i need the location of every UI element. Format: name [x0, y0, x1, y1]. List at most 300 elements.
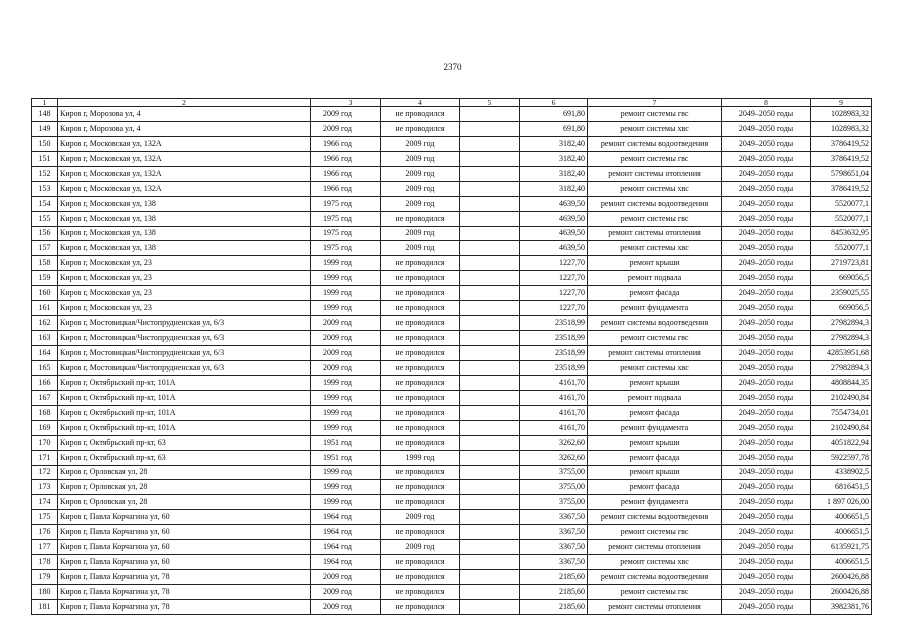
address-cell: Киров г, Мостовицкая/Чистопрудненская ул, 6/3	[58, 331, 311, 346]
work-type-cell: ремонт крыши	[588, 375, 722, 390]
cost-cell: 1028983,32	[811, 121, 872, 136]
period-cell: 2049–2050 годы	[722, 525, 811, 540]
cost-cell: 5520077,1	[811, 241, 872, 256]
table-row	[32, 301, 872, 316]
build-year-cell: 1966 год	[311, 151, 381, 166]
area-cell: 3755,00	[520, 495, 588, 510]
build-year-cell: 1951 год	[311, 450, 381, 465]
column-header-4: 4	[381, 99, 460, 107]
area-cell: 691,80	[520, 107, 588, 122]
last-repair-cell: 1999 год	[381, 450, 460, 465]
table-row	[32, 495, 872, 510]
row-number: 157	[32, 241, 58, 256]
period-cell: 2049–2050 годы	[722, 241, 811, 256]
row-number: 149	[32, 121, 58, 136]
cost-cell: 3786419,52	[811, 136, 872, 151]
address-cell: Киров г, Московская ул, 132А	[58, 151, 311, 166]
cost-cell: 42853951,68	[811, 346, 872, 361]
period-cell: 2049–2050 годы	[722, 360, 811, 375]
build-year-cell: 1975 год	[311, 241, 381, 256]
period-cell: 2049–2050 годы	[722, 555, 811, 570]
table-row	[32, 211, 872, 226]
row-number: 181	[32, 599, 58, 614]
cost-cell: 2600426,88	[811, 570, 872, 585]
cost-cell: 5798651,04	[811, 166, 872, 181]
build-year-cell: 1975 год	[311, 226, 381, 241]
area-cell: 1227,70	[520, 301, 588, 316]
row-number: 165	[32, 360, 58, 375]
last-repair-cell: 2009 год	[381, 196, 460, 211]
cost-cell: 27982894,3	[811, 360, 872, 375]
address-cell: Киров г, Орловская ул, 28	[58, 465, 311, 480]
cost-cell: 2719723,81	[811, 256, 872, 271]
table-row	[32, 599, 872, 614]
empty-cell	[460, 585, 520, 600]
cost-cell: 3786419,52	[811, 181, 872, 196]
build-year-cell: 1999 год	[311, 301, 381, 316]
work-type-cell: ремонт системы хвс	[588, 555, 722, 570]
area-cell: 4639,50	[520, 211, 588, 226]
row-number: 168	[32, 405, 58, 420]
work-type-cell: ремонт фундамента	[588, 420, 722, 435]
work-type-cell: ремонт крыши	[588, 465, 722, 480]
area-cell: 23518,99	[520, 316, 588, 331]
period-cell: 2049–2050 годы	[722, 375, 811, 390]
cost-cell: 27982894,3	[811, 316, 872, 331]
last-repair-cell: 2009 год	[381, 226, 460, 241]
area-cell: 2185,60	[520, 585, 588, 600]
period-cell: 2049–2050 годы	[722, 286, 811, 301]
area-cell: 3182,40	[520, 151, 588, 166]
last-repair-cell: не проводился	[381, 360, 460, 375]
cost-cell: 669056,5	[811, 271, 872, 286]
address-cell: Киров г, Орловская ул, 28	[58, 480, 311, 495]
build-year-cell: 1964 год	[311, 555, 381, 570]
work-type-cell: ремонт системы гвс	[588, 211, 722, 226]
area-cell: 23518,99	[520, 346, 588, 361]
empty-cell	[460, 465, 520, 480]
period-cell: 2049–2050 годы	[722, 211, 811, 226]
empty-cell	[460, 390, 520, 405]
work-type-cell: ремонт системы отопления	[588, 226, 722, 241]
area-cell: 691,80	[520, 121, 588, 136]
period-cell: 2049–2050 годы	[722, 181, 811, 196]
period-cell: 2049–2050 годы	[722, 121, 811, 136]
column-number-row	[32, 99, 872, 107]
address-cell: Киров г, Московская ул, 23	[58, 301, 311, 316]
period-cell: 2049–2050 годы	[722, 570, 811, 585]
work-type-cell: ремонт системы водоотведения	[588, 570, 722, 585]
work-type-cell: ремонт системы гвс	[588, 525, 722, 540]
address-cell: Киров г, Павла Корчагина ул, 60	[58, 555, 311, 570]
last-repair-cell: не проводился	[381, 121, 460, 136]
work-type-cell: ремонт подвала	[588, 271, 722, 286]
period-cell: 2049–2050 годы	[722, 331, 811, 346]
build-year-cell: 2009 год	[311, 599, 381, 614]
empty-cell	[460, 151, 520, 166]
area-cell: 3755,00	[520, 465, 588, 480]
area-cell: 4639,50	[520, 196, 588, 211]
period-cell: 2049–2050 годы	[722, 271, 811, 286]
empty-cell	[460, 331, 520, 346]
empty-cell	[460, 107, 520, 122]
last-repair-cell: не проводился	[381, 256, 460, 271]
area-cell: 3367,50	[520, 555, 588, 570]
empty-cell	[460, 241, 520, 256]
address-cell: Киров г, Октябрьский пр-кт, 63	[58, 435, 311, 450]
work-type-cell: ремонт фасада	[588, 405, 722, 420]
table-row	[32, 540, 872, 555]
area-cell: 3262,60	[520, 435, 588, 450]
cost-cell: 4006651,5	[811, 555, 872, 570]
cost-cell: 6816451,5	[811, 480, 872, 495]
period-cell: 2049–2050 годы	[722, 107, 811, 122]
empty-cell	[460, 256, 520, 271]
period-cell: 2049–2050 годы	[722, 495, 811, 510]
last-repair-cell: не проводился	[381, 301, 460, 316]
work-type-cell: ремонт системы гвс	[588, 585, 722, 600]
area-cell: 23518,99	[520, 360, 588, 375]
empty-cell	[460, 510, 520, 525]
period-cell: 2049–2050 годы	[722, 196, 811, 211]
area-cell: 4639,50	[520, 241, 588, 256]
table-row	[32, 480, 872, 495]
cost-cell: 5922597,78	[811, 450, 872, 465]
row-number: 179	[32, 570, 58, 585]
row-number: 178	[32, 555, 58, 570]
table-row	[32, 241, 872, 256]
period-cell: 2049–2050 годы	[722, 346, 811, 361]
empty-cell	[460, 435, 520, 450]
address-cell: Киров г, Морозова ул, 4	[58, 121, 311, 136]
empty-cell	[460, 301, 520, 316]
cost-cell: 2102490,84	[811, 390, 872, 405]
build-year-cell: 1964 год	[311, 540, 381, 555]
cost-cell: 4808844,35	[811, 375, 872, 390]
last-repair-cell: не проводился	[381, 346, 460, 361]
row-number: 151	[32, 151, 58, 166]
table-row	[32, 226, 872, 241]
address-cell: Киров г, Московская ул, 138	[58, 211, 311, 226]
address-cell: Киров г, Павла Корчагина ул, 78	[58, 585, 311, 600]
work-type-cell: ремонт системы гвс	[588, 331, 722, 346]
empty-cell	[460, 271, 520, 286]
row-number: 167	[32, 390, 58, 405]
table-row	[32, 360, 872, 375]
row-number: 163	[32, 331, 58, 346]
empty-cell	[460, 181, 520, 196]
table-row	[32, 405, 872, 420]
build-year-cell: 1999 год	[311, 495, 381, 510]
address-cell: Киров г, Мостовицкая/Чистопрудненская ул, 6/3	[58, 346, 311, 361]
build-year-cell: 2009 год	[311, 121, 381, 136]
last-repair-cell: не проводился	[381, 480, 460, 495]
row-number: 152	[32, 166, 58, 181]
column-header-6: 6	[520, 99, 588, 107]
period-cell: 2049–2050 годы	[722, 465, 811, 480]
address-cell: Киров г, Московская ул, 23	[58, 286, 311, 301]
last-repair-cell: не проводился	[381, 390, 460, 405]
area-cell: 3182,40	[520, 166, 588, 181]
build-year-cell: 1999 год	[311, 256, 381, 271]
period-cell: 2049–2050 годы	[722, 301, 811, 316]
period-cell: 2049–2050 годы	[722, 435, 811, 450]
last-repair-cell: не проводился	[381, 570, 460, 585]
work-type-cell: ремонт системы водоотведения	[588, 510, 722, 525]
area-cell: 4161,70	[520, 375, 588, 390]
column-header-2: 2	[58, 99, 311, 107]
area-cell: 3262,60	[520, 450, 588, 465]
last-repair-cell: 2009 год	[381, 181, 460, 196]
table-row	[32, 390, 872, 405]
row-number: 176	[32, 525, 58, 540]
area-cell: 3182,40	[520, 136, 588, 151]
build-year-cell: 2009 год	[311, 346, 381, 361]
last-repair-cell: не проводился	[381, 316, 460, 331]
address-cell: Киров г, Павла Корчагина ул, 78	[58, 570, 311, 585]
row-number: 172	[32, 465, 58, 480]
cost-cell: 5520077,1	[811, 196, 872, 211]
row-number: 177	[32, 540, 58, 555]
build-year-cell: 1964 год	[311, 525, 381, 540]
table-row	[32, 121, 872, 136]
table-row	[32, 136, 872, 151]
area-cell: 23518,99	[520, 331, 588, 346]
period-cell: 2049–2050 годы	[722, 540, 811, 555]
cost-cell: 2600426,88	[811, 585, 872, 600]
cost-cell: 1028983,32	[811, 107, 872, 122]
empty-cell	[460, 360, 520, 375]
last-repair-cell: не проводился	[381, 435, 460, 450]
cost-cell: 4006651,5	[811, 510, 872, 525]
work-type-cell: ремонт системы отопления	[588, 599, 722, 614]
cost-cell: 669056,5	[811, 301, 872, 316]
area-cell: 2185,60	[520, 570, 588, 585]
table-row	[32, 465, 872, 480]
column-header-7: 7	[588, 99, 722, 107]
build-year-cell: 1999 год	[311, 375, 381, 390]
empty-cell	[460, 136, 520, 151]
row-number: 155	[32, 211, 58, 226]
area-cell: 4161,70	[520, 405, 588, 420]
build-year-cell: 1975 год	[311, 211, 381, 226]
cost-cell: 1 897 026,00	[811, 495, 872, 510]
address-cell: Киров г, Морозова ул, 4	[58, 107, 311, 122]
work-type-cell: ремонт системы водоотведения	[588, 196, 722, 211]
empty-cell	[460, 570, 520, 585]
work-type-cell: ремонт крыши	[588, 256, 722, 271]
area-cell: 2185,60	[520, 599, 588, 614]
work-type-cell: ремонт фасада	[588, 286, 722, 301]
empty-cell	[460, 599, 520, 614]
empty-cell	[460, 405, 520, 420]
address-cell: Киров г, Октябрьский пр-кт, 101А	[58, 420, 311, 435]
work-type-cell: ремонт крыши	[588, 435, 722, 450]
table-row	[32, 151, 872, 166]
table-row	[32, 555, 872, 570]
row-number: 154	[32, 196, 58, 211]
area-cell: 4639,50	[520, 226, 588, 241]
table-row	[32, 570, 872, 585]
address-cell: Киров г, Орловская ул, 28	[58, 495, 311, 510]
last-repair-cell: не проводился	[381, 555, 460, 570]
last-repair-cell: 2009 год	[381, 151, 460, 166]
row-number: 180	[32, 585, 58, 600]
row-number: 166	[32, 375, 58, 390]
column-header-8: 8	[722, 99, 811, 107]
work-type-cell: ремонт фундамента	[588, 495, 722, 510]
work-type-cell: ремонт системы хвс	[588, 121, 722, 136]
last-repair-cell: не проводился	[381, 585, 460, 600]
cost-cell: 27982894,3	[811, 331, 872, 346]
last-repair-cell: не проводился	[381, 331, 460, 346]
cost-cell: 3786419,52	[811, 151, 872, 166]
empty-cell	[460, 211, 520, 226]
period-cell: 2049–2050 годы	[722, 136, 811, 151]
empty-cell	[460, 495, 520, 510]
period-cell: 2049–2050 годы	[722, 420, 811, 435]
row-number: 170	[32, 435, 58, 450]
row-number: 148	[32, 107, 58, 122]
address-cell: Киров г, Мостовицкая/Чистопрудненская ул, 6/3	[58, 360, 311, 375]
table-row	[32, 331, 872, 346]
area-cell: 4161,70	[520, 390, 588, 405]
address-cell: Киров г, Московская ул, 132А	[58, 136, 311, 151]
table-row	[32, 316, 872, 331]
work-type-cell: ремонт системы хвс	[588, 360, 722, 375]
cost-cell: 3982381,76	[811, 599, 872, 614]
build-year-cell: 1966 год	[311, 166, 381, 181]
build-year-cell: 1999 год	[311, 271, 381, 286]
work-type-cell: ремонт фасада	[588, 450, 722, 465]
address-cell: Киров г, Московская ул, 138	[58, 196, 311, 211]
last-repair-cell: 2009 год	[381, 241, 460, 256]
cost-cell: 4051822,94	[811, 435, 872, 450]
last-repair-cell: не проводился	[381, 420, 460, 435]
column-header-3: 3	[311, 99, 381, 107]
cost-cell: 6135921,75	[811, 540, 872, 555]
build-year-cell: 1966 год	[311, 136, 381, 151]
period-cell: 2049–2050 годы	[722, 151, 811, 166]
row-number: 173	[32, 480, 58, 495]
row-number: 169	[32, 420, 58, 435]
last-repair-cell: 2009 год	[381, 166, 460, 181]
work-type-cell: ремонт фасада	[588, 480, 722, 495]
cost-cell: 7554734,01	[811, 405, 872, 420]
build-year-cell: 1951 год	[311, 435, 381, 450]
last-repair-cell: не проводился	[381, 405, 460, 420]
table-row	[32, 271, 872, 286]
build-year-cell: 1999 год	[311, 286, 381, 301]
table-row	[32, 196, 872, 211]
table-row	[32, 375, 872, 390]
period-cell: 2049–2050 годы	[722, 480, 811, 495]
cost-cell: 2359025,55	[811, 286, 872, 301]
address-cell: Киров г, Октябрьский пр-кт, 101А	[58, 390, 311, 405]
table-row	[32, 256, 872, 271]
row-number: 160	[32, 286, 58, 301]
last-repair-cell: не проводился	[381, 465, 460, 480]
empty-cell	[460, 286, 520, 301]
period-cell: 2049–2050 годы	[722, 256, 811, 271]
empty-cell	[460, 555, 520, 570]
table-row	[32, 510, 872, 525]
address-cell: Киров г, Павла Корчагина ул, 60	[58, 525, 311, 540]
work-type-cell: ремонт системы гвс	[588, 107, 722, 122]
empty-cell	[460, 166, 520, 181]
period-cell: 2049–2050 годы	[722, 510, 811, 525]
last-repair-cell: 2009 год	[381, 540, 460, 555]
address-cell: Киров г, Октябрьский пр-кт, 63	[58, 450, 311, 465]
work-type-cell: ремонт системы водоотведения	[588, 136, 722, 151]
empty-cell	[460, 316, 520, 331]
cost-cell: 2102490,84	[811, 420, 872, 435]
area-cell: 3367,50	[520, 525, 588, 540]
work-type-cell: ремонт фундамента	[588, 301, 722, 316]
build-year-cell: 1964 год	[311, 510, 381, 525]
work-type-cell: ремонт системы хвс	[588, 181, 722, 196]
area-cell: 3367,50	[520, 540, 588, 555]
work-type-cell: ремонт системы отопления	[588, 166, 722, 181]
cost-cell: 4338902,5	[811, 465, 872, 480]
build-year-cell: 2009 год	[311, 331, 381, 346]
address-cell: Киров г, Октябрьский пр-кт, 101А	[58, 405, 311, 420]
row-number: 161	[32, 301, 58, 316]
table-row	[32, 181, 872, 196]
row-number: 171	[32, 450, 58, 465]
address-cell: Киров г, Павла Корчагина ул, 60	[58, 510, 311, 525]
build-year-cell: 1975 год	[311, 196, 381, 211]
table-row	[32, 166, 872, 181]
address-cell: Киров г, Московская ул, 132А	[58, 166, 311, 181]
address-cell: Киров г, Московская ул, 138	[58, 226, 311, 241]
column-header-1: 1	[32, 99, 58, 107]
build-year-cell: 2009 год	[311, 107, 381, 122]
area-cell: 3755,00	[520, 480, 588, 495]
work-type-cell: ремонт системы отопления	[588, 346, 722, 361]
period-cell: 2049–2050 годы	[722, 390, 811, 405]
row-number: 159	[32, 271, 58, 286]
table-row	[32, 585, 872, 600]
area-cell: 3182,40	[520, 181, 588, 196]
build-year-cell: 1999 год	[311, 420, 381, 435]
cost-cell: 8453632,95	[811, 226, 872, 241]
column-header-5: 5	[460, 99, 520, 107]
last-repair-cell: 2009 год	[381, 510, 460, 525]
table-row	[32, 525, 872, 540]
build-year-cell: 2009 год	[311, 585, 381, 600]
last-repair-cell: не проводился	[381, 286, 460, 301]
work-type-cell: ремонт системы отопления	[588, 540, 722, 555]
work-type-cell: ремонт подвала	[588, 390, 722, 405]
area-cell: 4161,70	[520, 420, 588, 435]
build-year-cell: 1966 год	[311, 181, 381, 196]
period-cell: 2049–2050 годы	[722, 226, 811, 241]
work-type-cell: ремонт системы гвс	[588, 151, 722, 166]
table-row	[32, 286, 872, 301]
last-repair-cell: не проводился	[381, 211, 460, 226]
row-number: 150	[32, 136, 58, 151]
last-repair-cell: не проводился	[381, 107, 460, 122]
empty-cell	[460, 226, 520, 241]
cost-cell: 5520077,1	[811, 211, 872, 226]
empty-cell	[460, 540, 520, 555]
address-cell: Киров г, Мостовицкая/Чистопрудненская ул, 6/3	[58, 316, 311, 331]
work-type-cell: ремонт системы водоотведения	[588, 316, 722, 331]
address-cell: Киров г, Павла Корчагина ул, 60	[58, 540, 311, 555]
row-number: 153	[32, 181, 58, 196]
build-year-cell: 1999 год	[311, 390, 381, 405]
